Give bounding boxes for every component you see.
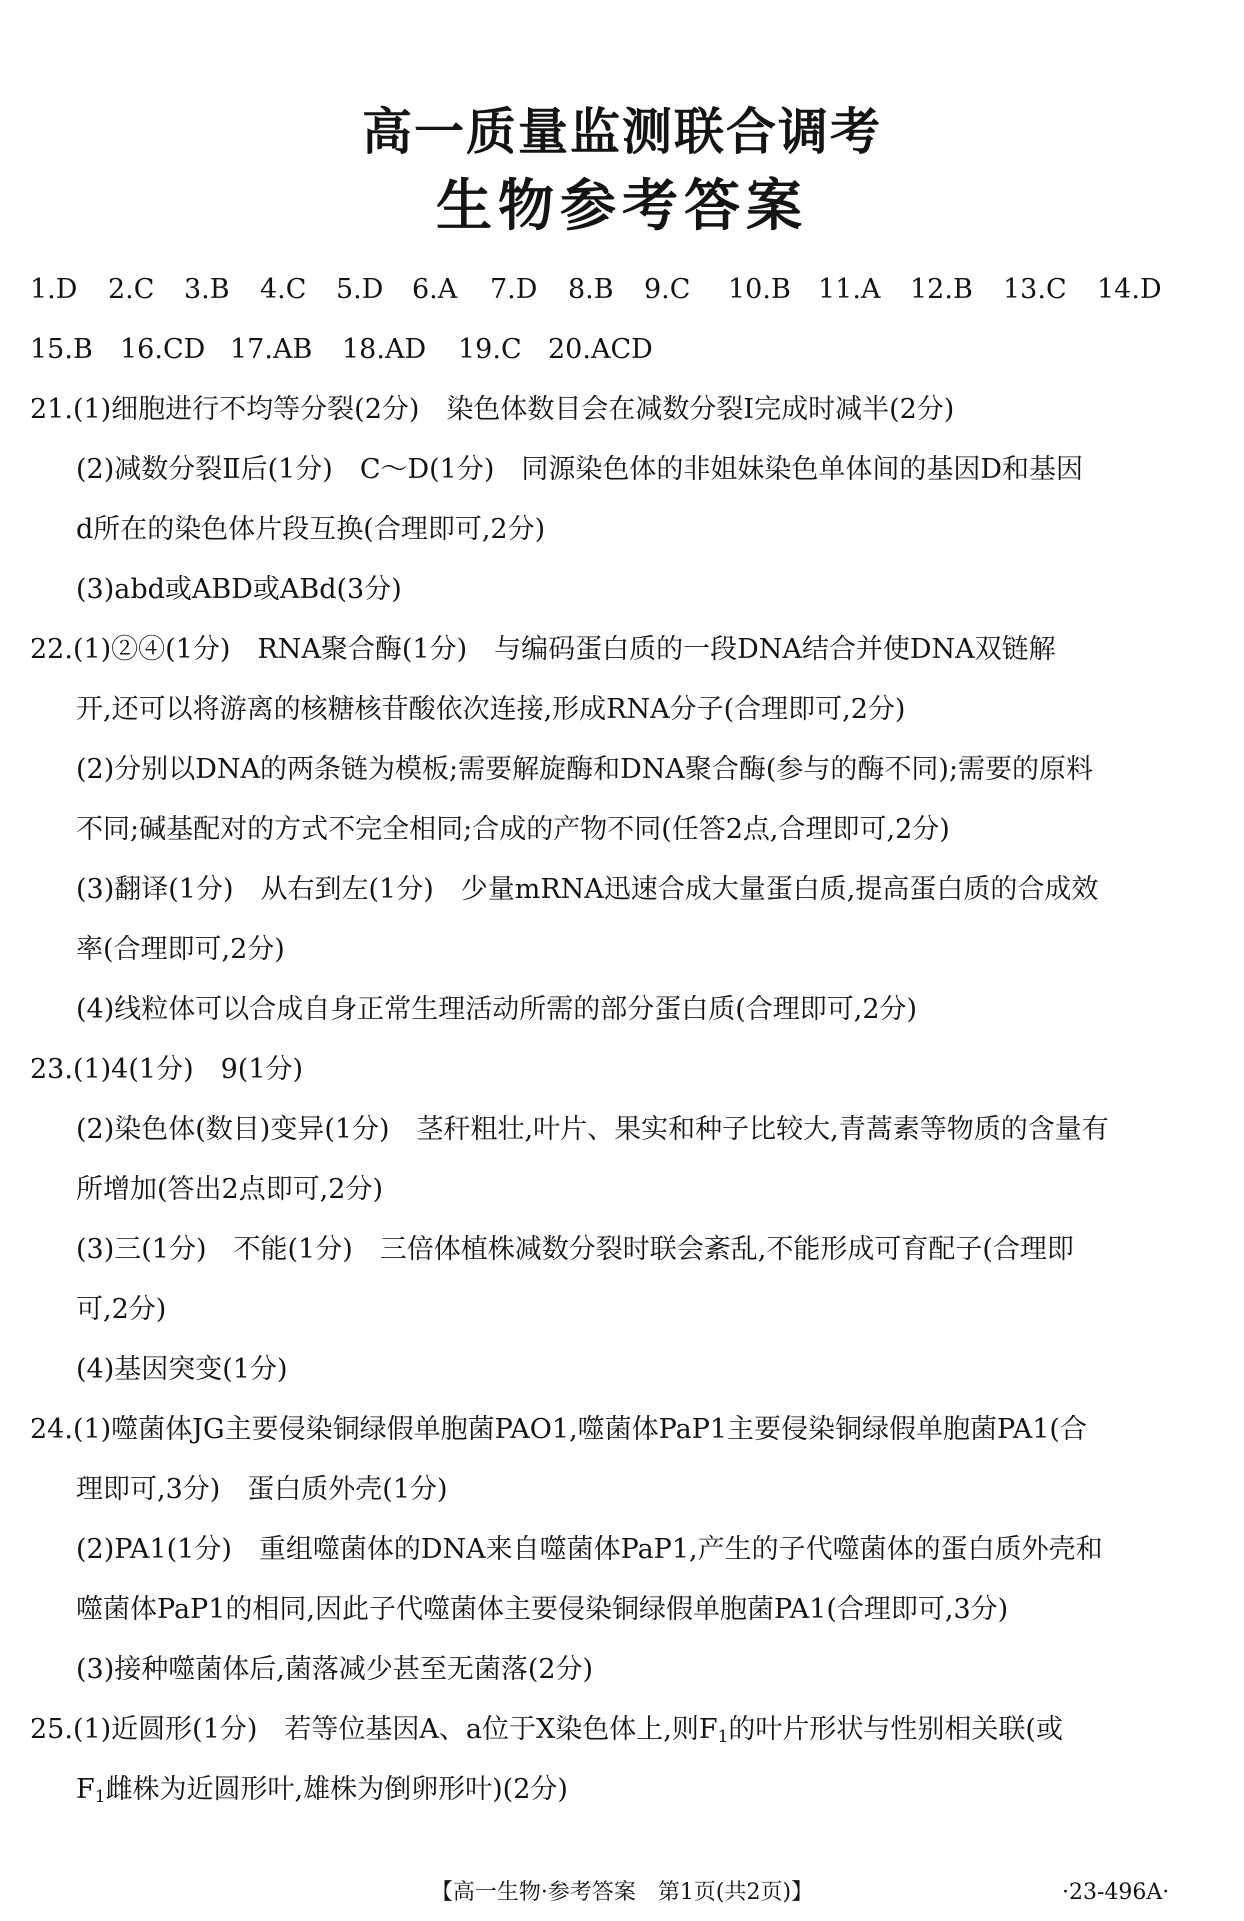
answer-line: [76, 1770, 568, 1817]
answer-line: 22.(1)②④(1分) RNA聚合酶(1分) 与编码蛋白质的一段DNA结合并使DNA双链解: [30, 634, 1056, 665]
answer-line: 23.(1)4(1分) 9(1分): [30, 1054, 304, 1085]
answer-line: 24.(1)噬菌体JG主要侵染铜绿假单胞菌PAO1,噬菌体PaP1主要侵染铜绿假单胞菌PA1(合: [30, 1414, 1087, 1445]
mc-answer: 8.B: [568, 274, 614, 305]
answer-line: (2)PA1(1分) 重组噬菌体的DNA来自噬菌体PaP1,产生的子代噬菌体的蛋白质外壳和: [76, 1534, 1103, 1565]
answer-line: [30, 1710, 1063, 1757]
subscript: 1: [94, 1787, 106, 1807]
answer-line: 噬菌体PaP1的相同,因此子代噬菌体主要侵染铜绿假单胞菌PA1(合理即可,3分): [76, 1594, 1009, 1625]
subscript: 1: [717, 1727, 729, 1747]
footer-page-info: 【高一生物·参考答案 第1页(共2页)】: [430, 1880, 814, 1905]
mc-answer: 15.B: [30, 334, 93, 365]
answer-line: 率(合理即可,2分): [76, 934, 285, 965]
mc-answer: 3.B: [184, 274, 230, 305]
answer-text: 25.(1)近圆形(1分) 若等位基因A、a位于X染色体上,则F: [30, 1714, 718, 1745]
mc-answer: 9.C: [644, 274, 691, 305]
mc-answer: 4.C: [260, 274, 307, 305]
mc-answer: 7.D: [490, 274, 538, 305]
answer-line: 不同;碱基配对的方式不完全相同;合成的产物不同(任答2点,合理即可,2分): [76, 814, 950, 845]
page-title: 高一质量监测联合调考: [362, 103, 882, 161]
mc-answer: 19.C: [458, 334, 522, 365]
answer-line: (3)三(1分) 不能(1分) 三倍体植株减数分裂时联会紊乱,不能形成可育配子(合理即: [76, 1234, 1074, 1265]
mc-answer: 6.A: [412, 274, 458, 305]
mc-answer: 16.CD: [120, 334, 206, 365]
answer-line: 可,2分): [76, 1294, 167, 1325]
mc-answer: 1.D: [30, 274, 78, 305]
mc-answer: 11.A: [818, 274, 881, 305]
answer-line: 开,还可以将游离的核糖核苷酸依次连接,形成RNA分子(合理即可,2分): [76, 694, 906, 725]
answer-line: 所增加(答出2点即可,2分): [76, 1174, 384, 1205]
answer-text: F: [76, 1774, 95, 1805]
answer-line: 21.(1)细胞进行不均等分裂(2分) 染色体数目会在减数分裂Ⅰ完成时减半(2分): [30, 394, 955, 425]
answer-line: (3)翻译(1分) 从右到左(1分) 少量mRNA迅速合成大量蛋白质,提高蛋白质的合成效: [76, 874, 1099, 905]
mc-answer: 10.B: [728, 274, 791, 305]
answer-line: (2)分别以DNA的两条链为模板;需要解旋酶和DNA聚合酶(参与的酶不同);需要的原料: [76, 754, 1094, 785]
answer-line: (2)染色体(数目)变异(1分) 茎秆粗壮,叶片、果实和种子比较大,青蒿素等物质的含量有: [76, 1114, 1109, 1145]
mc-answer: 14.D: [1097, 274, 1162, 305]
answer-line: (3)abd或ABD或ABd(3分): [76, 574, 402, 605]
answer-text: 的叶片形状与性别相关联(或: [728, 1714, 1063, 1745]
mc-answer: 17.AB: [230, 334, 313, 365]
mc-answer: 20.ACD: [548, 334, 653, 365]
mc-answer: 5.D: [336, 274, 384, 305]
answer-text: 雌株为近圆形叶,雄株为倒卵形叶)(2分): [105, 1774, 568, 1805]
answer-line: (3)接种噬菌体后,菌落减少甚至无菌落(2分): [76, 1654, 594, 1685]
mc-answer: 18.AD: [342, 334, 427, 365]
answer-line: d所在的染色体片段互换(合理即可,2分): [76, 514, 546, 545]
page-subtitle: 生物参考答案: [436, 174, 808, 239]
mc-answer: 2.C: [108, 274, 155, 305]
mc-answer: 13.C: [1003, 274, 1067, 305]
answer-line: 理即可,3分) 蛋白质外壳(1分): [76, 1474, 448, 1505]
footer-code: ·23-496A·: [1062, 1880, 1170, 1905]
answer-line: (4)线粒体可以合成自身正常生理活动所需的部分蛋白质(合理即可,2分): [76, 994, 918, 1025]
answer-line: (4)基因突变(1分): [76, 1354, 288, 1385]
answer-line: (2)减数分裂Ⅱ后(1分) C～D(1分) 同源染色体的非姐妹染色单体间的基因D和基因: [76, 454, 1084, 485]
mc-answer: 12.B: [910, 274, 973, 305]
